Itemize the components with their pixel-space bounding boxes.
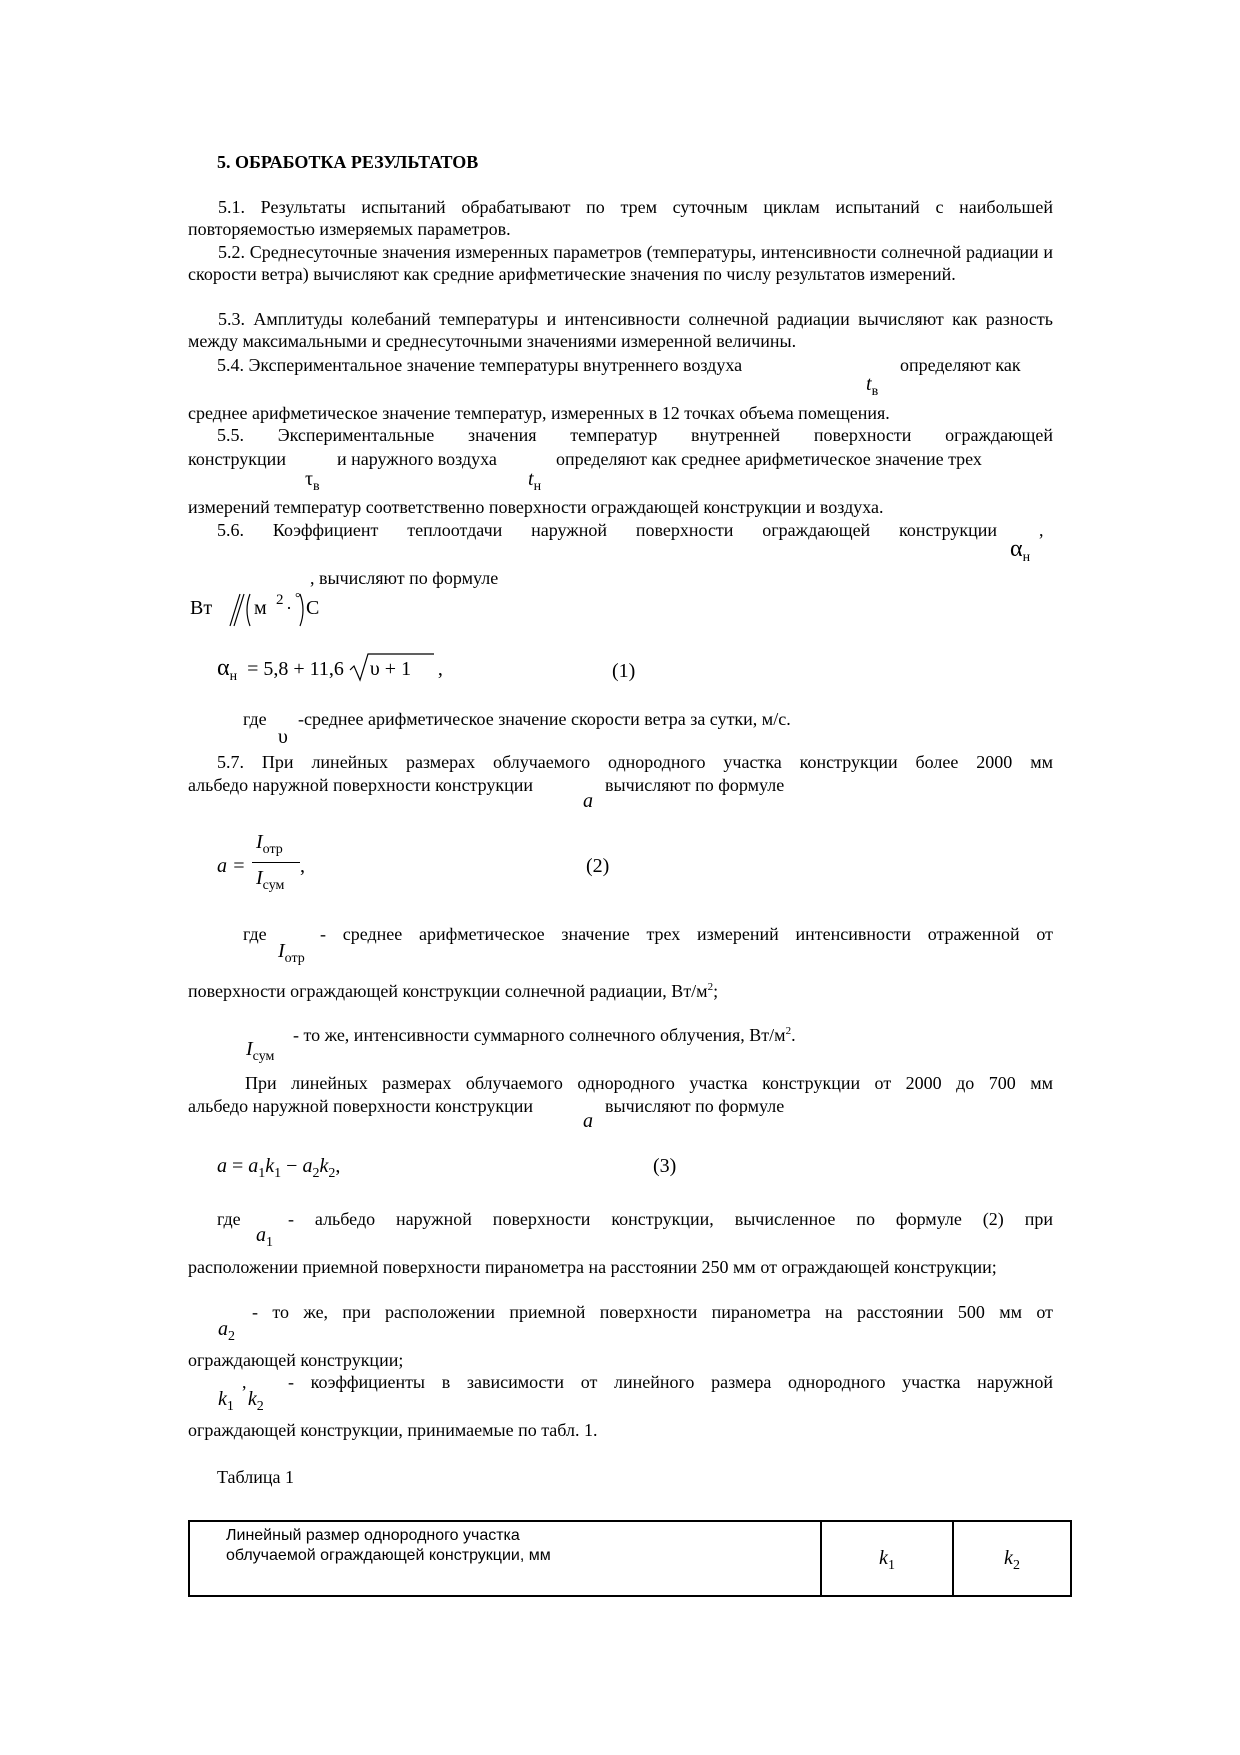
equation-3: a = a1k1 − a2k2, bbox=[217, 1155, 341, 1181]
where-3: где bbox=[217, 1209, 241, 1229]
paragraph-5-7-end: вычисляют по формуле bbox=[605, 775, 785, 795]
where-2-line2: поверхности ограждающей конструкции солнечной радиации, $Вт/м^2$; bbox=[188, 981, 719, 1001]
k-comma: , bbox=[242, 1372, 247, 1392]
table-header-k1: k1 bbox=[821, 1521, 953, 1596]
equation-2-denominator: Iсум bbox=[256, 867, 285, 893]
table-header-line2: облучаемой ограждающей конструкции, мм bbox=[226, 1547, 551, 1564]
where-3-line2: расположении приемной поверхности пиранометра на расстоянии 250 мм от ограждающей конструкции; bbox=[188, 1257, 997, 1277]
paragraph-5-5-end: измерений температур соответственно поверхности ограждающей конструкции и воздуха. bbox=[188, 497, 884, 517]
symbol-a1: a1 bbox=[256, 1224, 273, 1250]
equation-2-number: (2) bbox=[586, 855, 610, 877]
fraction-line bbox=[252, 862, 300, 863]
symbol-t-n: tн bbox=[528, 468, 542, 494]
i-sum-text: - то же, интенсивности суммарного солнечного облучения, $Вт/м^2$. bbox=[293, 1025, 796, 1045]
paragraph-5-5-mid: определяют как среднее арифметическое значение трех bbox=[556, 449, 982, 469]
paragraph-5-5-start: 5.5. Экспериментальные значения температур внутренней поверхности ограждающей bbox=[217, 425, 1053, 445]
symbol-t-v: tв bbox=[866, 373, 879, 399]
paragraph-5-5-air: и наружного воздуха bbox=[337, 449, 497, 469]
paragraph-5-6-comma: , bbox=[1039, 520, 1044, 540]
symbol-tau-v: τв bbox=[305, 468, 320, 494]
symbol-i-otr: Iотр bbox=[278, 940, 305, 966]
paragraph-5-7-start: 5.7. При линейных размерах облучаемого однородного участка конструкции более 2000 мм bbox=[217, 752, 1053, 772]
paragraph-5-2: 5.2. Среднесуточные значения измеренных параметров (температуры, интенсивности солнечной радиации и скорости ветра) вычисляют как средние арифметические значения по числу результатов измерений. bbox=[188, 242, 1053, 284]
where-1: где bbox=[243, 709, 267, 729]
symbol-a: a bbox=[583, 790, 593, 812]
equation-2-lhs: a = bbox=[217, 855, 246, 877]
paragraph-2000-700-albedo: альбедо наружной поверхности конструкции bbox=[188, 1096, 534, 1116]
equation-3-number: (3) bbox=[653, 1155, 677, 1177]
where-1-text: -среднее арифметическое значение скорости ветра за сутки, м/с. bbox=[298, 709, 791, 729]
k-text: - коэффициенты в зависимости от линейного размера однородного участка наружной bbox=[288, 1372, 1053, 1392]
equation-1: αн = 5,8 + 11,6 υ + 1 , bbox=[217, 655, 443, 689]
paragraph-5-6-start: 5.6. Коэффициент теплоотдачи наружной поверхности ограждающей конструкции bbox=[217, 520, 997, 540]
paragraph-5-1: 5.1. Результаты испытаний обрабатывают по трем суточным циклам испытаний с наибольшей повторяемостью измеряемых параметров. bbox=[188, 197, 1053, 239]
table-row bbox=[189, 1521, 1071, 1596]
paragraph-5-5-construction: конструкции bbox=[188, 449, 286, 469]
a2-line2: ограждающей конструкции; bbox=[188, 1350, 404, 1370]
symbol-a-2: a bbox=[583, 1110, 593, 1132]
symbol-k1-k2: k1 k2 bbox=[218, 1388, 264, 1414]
symbol-alpha-n: αн bbox=[1010, 536, 1031, 565]
equation-2-comma: , bbox=[300, 855, 305, 877]
section-title: 5. ОБРАБОТКА РЕЗУЛЬТАТОВ bbox=[217, 152, 479, 172]
symbol-a2: a2 bbox=[218, 1318, 235, 1344]
sqrt-icon: υ + 1 bbox=[348, 656, 434, 686]
paragraph-2000-700-start: При линейных размерах облучаемого однородного участка конструкции от 2000 до 700 мм bbox=[245, 1073, 1053, 1093]
paragraph-5-3: 5.3. Амплитуды колебаний температуры и интенсивности солнечной радиации вычисляют как разность между максимальными и среднесуточными значениями измеренной величины. bbox=[188, 309, 1053, 351]
paragraph-2000-700-end: вычисляют по формуле bbox=[605, 1096, 785, 1116]
k-line2: ограждающей конструкции, принимаемые по табл. 1. bbox=[188, 1420, 598, 1440]
symbol-i-sum: Iсум bbox=[246, 1038, 275, 1064]
where-3-text: - альбедо наружной поверхности конструкции, вычисленное по формуле (2) при bbox=[288, 1209, 1053, 1229]
a2-text: - то же, при расположении приемной поверхности пиранометра на расстоянии 500 мм от bbox=[252, 1302, 1053, 1322]
where-2: где bbox=[243, 924, 267, 944]
paragraph-5-4-start: 5.4. Экспериментальное значение температуры внутреннего воздуха bbox=[217, 355, 743, 375]
paragraph-5-7-albedo: альбедо наружной поверхности конструкции bbox=[188, 775, 534, 795]
where-2-text: - среднее арифметическое значение трех измерений интенсивности отраженной от bbox=[320, 924, 1053, 944]
table-header-size bbox=[189, 1521, 821, 1596]
symbol-upsilon: υ bbox=[278, 726, 288, 748]
table-1 bbox=[188, 1520, 1072, 1597]
paragraph-5-4-mid: определяют как bbox=[900, 355, 1021, 375]
equation-2-numerator: Iотр bbox=[256, 831, 283, 857]
table-header-k2: k2 bbox=[953, 1521, 1071, 1596]
table-caption: Таблица 1 bbox=[217, 1467, 294, 1487]
paragraph-5-4-end: среднее арифметическое значение температур, измеренных в 12 точках объема помещения. bbox=[188, 403, 890, 423]
equation-1-number: (1) bbox=[612, 660, 636, 682]
table-header-line1: Линейный размер однородного участка bbox=[226, 1527, 520, 1544]
paragraph-5-6-end: , вычисляют по формуле bbox=[310, 568, 499, 588]
